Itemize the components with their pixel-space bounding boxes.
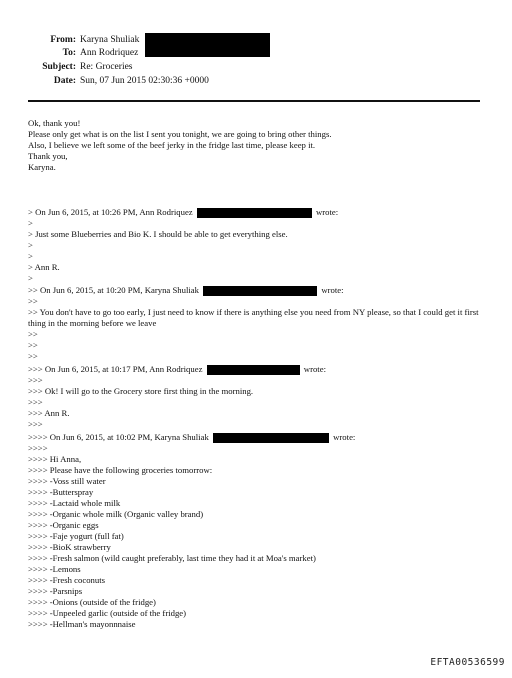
quote-line: > Just some Blueberries and Bio K. I should be able to get everything else. [28, 229, 288, 239]
quote-paragraph: >> You don't have to go too early, I just need to know if there is anything else you need from NY please, so that I could get it first thing in the morning before we leave [28, 307, 479, 328]
quote-2-wrote: wrote: [321, 285, 344, 295]
quote-2-header [28, 285, 344, 296]
quote-line: >>> [28, 419, 43, 429]
quote-4-redaction [213, 433, 329, 443]
body-line: Karyna. [28, 162, 56, 172]
quote-line: > [28, 251, 33, 261]
date-label: Date: [53, 76, 76, 86]
from-label: From: [50, 35, 76, 45]
grocery-item: >>>> -Parsnips [28, 586, 83, 596]
quote-2-redaction [203, 286, 317, 296]
body-line: Thank you, [28, 151, 68, 161]
quote-line: >> [28, 329, 38, 339]
quote-line: >>>> [28, 443, 48, 453]
quote-line: >>>> Hi Anna, [28, 454, 82, 464]
quote-1-wrote: wrote: [316, 207, 339, 217]
grocery-item: >>>> -Hellman's mayonnnaise [28, 619, 136, 629]
quote-4-wrote: wrote: [333, 432, 356, 442]
grocery-item: >>>> -Organic whole milk (Organic valley brand) [28, 509, 204, 519]
document-id: EFTA00536599 [430, 657, 505, 668]
grocery-item: >>>> -Fresh coconuts [28, 575, 106, 585]
body-line: Ok, thank you! [28, 118, 81, 128]
quote-1-header-text: > On Jun 6, 2015, at 10:26 PM, Ann Rodriquez [28, 207, 193, 217]
quote-line: > [28, 218, 33, 228]
quote-line: >> [28, 351, 38, 361]
quote-1-header [28, 207, 338, 218]
grocery-item: >>>> -BioK strawberry [28, 542, 111, 552]
quote-line: >> [28, 340, 38, 350]
from-value: Karyna Shuliak [80, 35, 140, 45]
quote-line: >>>> Please have the following groceries tomorrow: [28, 465, 213, 475]
quote-1-redaction [197, 208, 312, 218]
header-subject-row [0, 61, 133, 73]
quote-line: >>> Ok! I will go to the Grocery store first thing in the morning. [28, 386, 254, 396]
body-line: Please only get what is on the list I sent you tonight, we are going to bring other things. [28, 129, 332, 139]
to-value: Ann Rodriquez [80, 48, 139, 58]
grocery-item: >>>> -Fresh salmon (wild caught preferably, last time they had it at Moa's market) [28, 553, 316, 563]
quote-line: >>> Ann R. [28, 408, 70, 418]
subject-value: Re: Groceries [80, 62, 133, 72]
quote-4-header [28, 432, 355, 443]
quote-3-header-text: >>> On Jun 6, 2015, at 10:17 PM, Ann Rodriquez [28, 364, 203, 374]
quote-3-redaction [207, 365, 300, 375]
header-divider [28, 100, 480, 102]
quote-3-header [28, 364, 326, 375]
header-date-row [0, 75, 209, 87]
body-line: Also, I believe we left some of the beef jerky in the fridge last time, please keep it. [28, 140, 316, 150]
quote-line: >>> [28, 397, 43, 407]
to-label: To: [62, 48, 76, 58]
quote-line: > Ann R. [28, 262, 60, 272]
quote-line: >> [28, 296, 38, 306]
subject-label: Subject: [42, 62, 76, 72]
quote-4-header-text: >>>> On Jun 6, 2015, at 10:02 PM, Karyna Shuliak [28, 432, 209, 442]
header-from-row [0, 34, 139, 46]
quote-3-wrote: wrote: [303, 364, 326, 374]
grocery-item: >>>> -Lactaid whole milk [28, 498, 121, 508]
grocery-item: >>>> -Voss still water [28, 476, 106, 486]
grocery-item: >>>> -Butterspray [28, 487, 94, 497]
quote-line: > [28, 273, 33, 283]
date-value: Sun, 07 Jun 2015 02:30:36 +0000 [80, 76, 209, 86]
grocery-item: >>>> -Faje yogurt (full fat) [28, 531, 124, 541]
quote-line: >>> [28, 375, 43, 385]
grocery-item: >>>> -Organic eggs [28, 520, 99, 530]
header-to-row [0, 47, 138, 59]
header-redaction [145, 33, 270, 57]
grocery-item: >>>> -Unpeeled garlic (outside of the fridge) [28, 608, 187, 618]
grocery-item: >>>> -Onions (outside of the fridge) [28, 597, 156, 607]
quote-line: > [28, 240, 33, 250]
quote-2-header-text: >> On Jun 6, 2015, at 10:20 PM, Karyna Shuliak [28, 285, 199, 295]
grocery-item: >>>> -Lemons [28, 564, 81, 574]
